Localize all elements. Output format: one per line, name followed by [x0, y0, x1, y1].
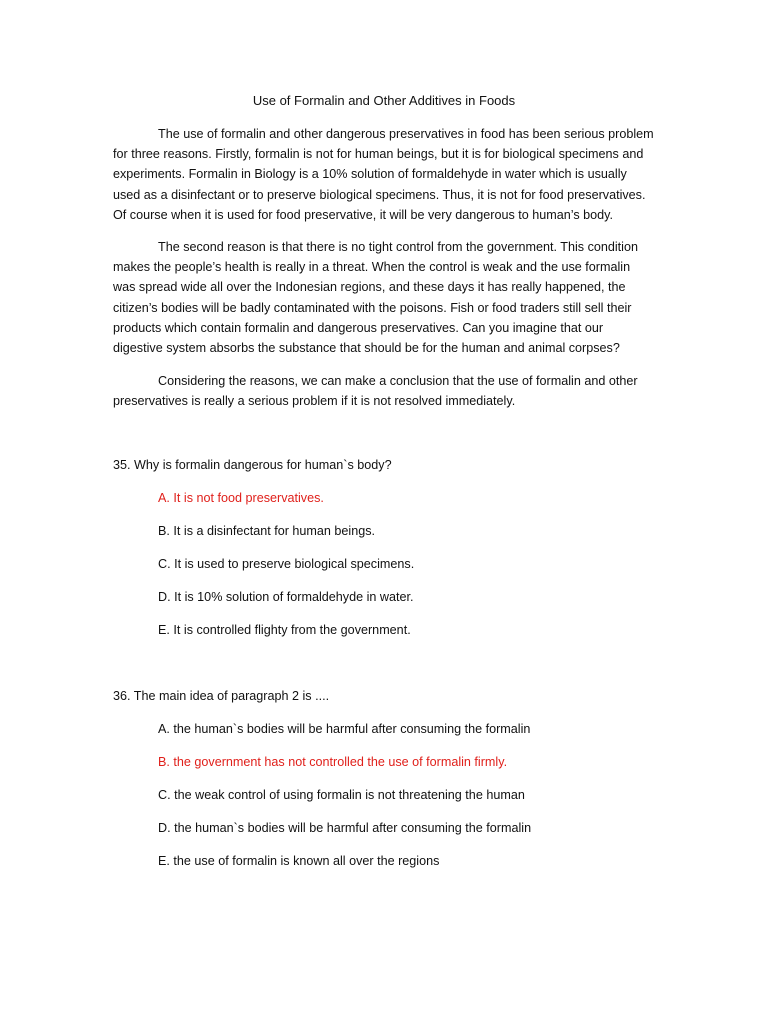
paragraph-line: used as a disinfectant or to preserve biological specimens. Thus, it is not for food preservatives.	[113, 187, 646, 202]
paragraph-line: Of course when it is used for food preservative, it will be very dangerous to human’s body.	[113, 207, 614, 222]
document-title: Use of Formalin and Other Additives in Foods	[252, 93, 516, 108]
paragraph-line: Considering the reasons, we can make a conclusion that the use of formalin and other	[158, 374, 638, 388]
paragraph-line: products which contain formalin and dangerous preservatives. Can you imagine that our	[113, 320, 604, 335]
paragraph-2	[113, 237, 643, 358]
paragraph-line: The second reason is that there is no tight control from the government. This condition	[158, 240, 638, 254]
paragraph-line: experiments. Formalin in Biology is a 10% solution of formaldehyde in water which is usually	[113, 167, 627, 182]
paragraph-line: was spread wide all over the Indonesian regions, and these days it has really happened, the	[113, 280, 626, 295]
paragraph-line: for three reasons. Firstly, formalin is not for human beings, but it is for biological specimens and	[113, 147, 644, 162]
paragraph-line: makes the people’s health is really in a threat. When the control is weak and the use formalin	[113, 260, 631, 275]
answer-option-c: C. the weak control of using formalin is not threatening the human	[158, 788, 525, 802]
question-35: 35. Why is formalin dangerous for human`s body?	[113, 458, 392, 472]
answer-option-a: A. It is not food preservatives.	[158, 491, 324, 505]
answer-option-b: B. the government has not controlled the use of formalin firmly.	[158, 755, 508, 769]
paragraph-1	[113, 124, 654, 225]
answer-option-b: B. It is a disinfectant for human beings.	[158, 524, 376, 538]
answer-option-e: E. It is controlled flighty from the government.	[158, 623, 411, 637]
paragraph-line: The use of formalin and other dangerous preservatives in food has been serious problem	[158, 127, 654, 141]
paragraph-3	[113, 371, 643, 411]
question-36: 36. The main idea of paragraph 2 is ....	[113, 689, 330, 703]
answer-option-c: C. It is used to preserve biological specimens.	[158, 557, 415, 571]
answer-option-e: E. the use of formalin is known all over the regions	[158, 854, 440, 868]
paragraph-line: citizen’s bodies will be badly contaminated with the poisons. Fish or food traders still sell their	[113, 300, 632, 315]
paragraph-line: digestive system absorbs the substance that should be for the human and animal corpses?	[113, 340, 620, 355]
answer-option-d: D. It is 10% solution of formaldehyde in water.	[158, 590, 414, 604]
paragraph-line: preservatives is really a serious problem if it is not resolved immediately.	[113, 394, 516, 409]
answer-option-a: A. the human`s bodies will be harmful after consuming the formalin	[158, 722, 531, 736]
answer-option-d: D. the human`s bodies will be harmful after consuming the formalin	[158, 821, 532, 835]
